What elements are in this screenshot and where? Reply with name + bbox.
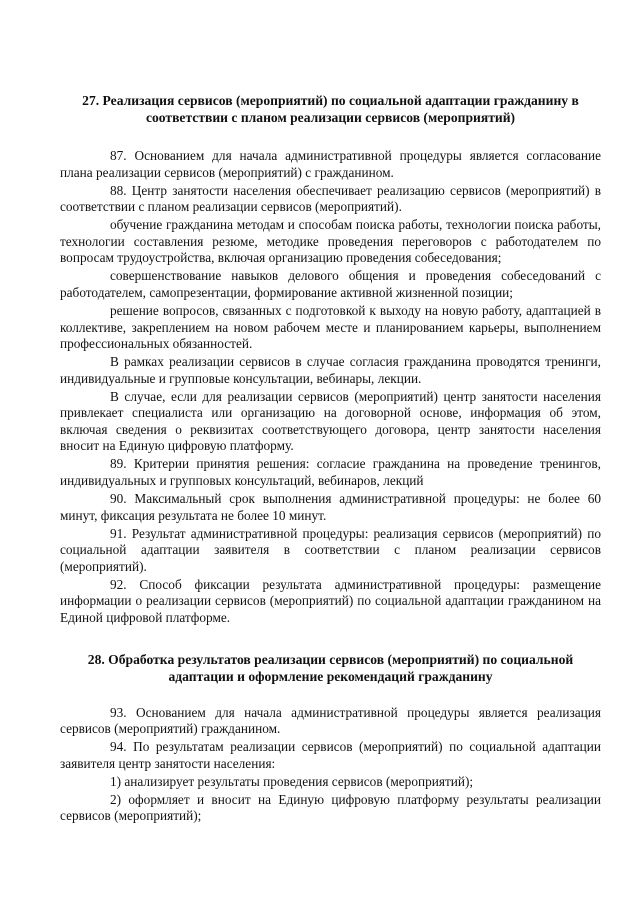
- paragraph-91: 91. Результат административной процедуры: реализация сервисов (мероприятий) по социальной адаптации заявителя в соответствии с планом реализации сервисов (мероприятий).: [60, 525, 601, 574]
- paragraph-communication: совершенствование навыков делового общения и проведения собеседований с работодателем, самопрезентации, формирование активной жизненной позиции;: [60, 268, 601, 300]
- paragraph-adaptation: решение вопросов, связанных с подготовкой к выходу на новую работу, адаптацией в коллективе, закреплением на новом рабочем месте и планированием карьеры, выполнением профессиональных обязанностей.: [60, 302, 601, 352]
- paragraph-92: 92. Способ фиксации результата административной процедуры: размещение информации о реализации сервисов (мероприятий) по социальной адаптации гражданином на Единой цифровой платформе.: [60, 576, 601, 625]
- section-27-body: [60, 148, 601, 627]
- paragraph-94: 94. По результатам реализации сервисов (мероприятий) по социальной адаптации заявителя центр занятости населения:: [60, 739, 601, 771]
- section-27-title: 27. Реализация сервисов (мероприятий) по социальной адаптации гражданину в соответствии с планом реализации сервисов (мероприятий): [82, 93, 579, 125]
- document-page: [60, 92, 601, 826]
- paragraph-94-item-1: 1) анализирует результаты проведения сервисов (мероприятий);: [110, 773, 474, 789]
- paragraph-specialist: В случае, если для реализации сервисов (мероприятий) центр занятости населения привлекает специалиста или организацию на договорной основе, информация об этом, включая сведения о реквизитах соответствующего договора, центр занятости населения вносит на Единую цифровую платформу.: [60, 388, 601, 454]
- paragraph-87: 87. Основанием для начала административной процедуры является согласование плана реализации сервисов (мероприятий) с гражданином.: [60, 148, 601, 180]
- paragraph-trainings: В рамках реализации сервисов в случае согласия гражданина проводятся тренинги, индивидуальные и групповые консультации, вебинары, лекции.: [60, 354, 601, 386]
- section-28-body: [60, 705, 601, 825]
- paragraph-88: 88. Центр занятости населения обеспечивает реализацию сервисов (мероприятий) в соответствии с планом реализации сервисов (мероприятий).: [60, 182, 601, 215]
- paragraph-90: 90. Максимальный срок выполнения административной процедуры: не более 60 минут, фиксация результата не более 10 минут.: [60, 491, 601, 523]
- section-28-title: 28. Обработка результатов реализации сервисов (мероприятий) по социальной адаптации и оформление рекомендаций гражданину: [87, 651, 574, 684]
- paragraph-93: 93. Основанием для начала административной процедуры является реализация сервисов (мероприятий) гражданином.: [60, 704, 601, 737]
- paragraph-training: обучение гражданина методам и способам поиска работы, технологии поиска работы, технологии составления резюме, методике проведения переговоров с работодателем по вопросам трудоустройства, включая организацию проведения собеседования;: [60, 217, 601, 266]
- paragraph-89: 89. Критерии принятия решения: согласие гражданина на проведение тренингов, индивидуальных и групповых консультаций, вебинаров, лекций: [60, 456, 601, 489]
- paragraph-94-item-2: 2) оформляет и вносит на Единую цифровую платформу результаты реализации сервисов (мероприятий);: [60, 791, 601, 824]
